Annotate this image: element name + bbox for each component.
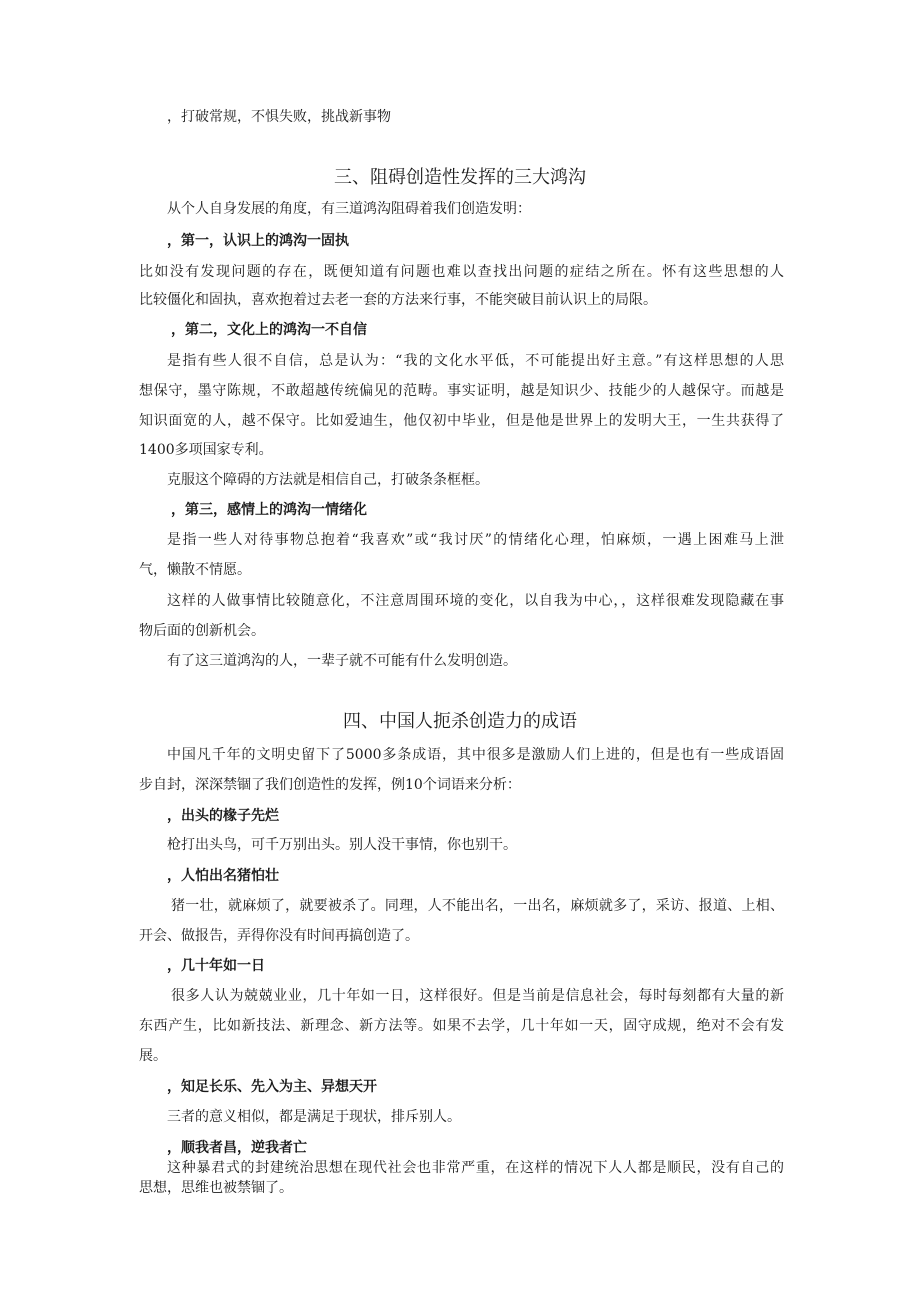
- text-line: 比较僵化和固执，喜欢抱着过去老一套的方法来行事，不能突破目前认识上的局限。: [139, 292, 657, 308]
- text-line: 这样的人做事情比较随意化，不注意周围环境的变化，以自我为中心，，这样很难发现隐藏在事: [167, 593, 784, 609]
- text-line: 物后面的创新机会。: [139, 623, 265, 639]
- text-line: 开会、做报告，弄得你没有时间再搞创造了。: [139, 928, 419, 944]
- text-line: 思想，思维也被禁锢了。: [139, 1180, 293, 1196]
- text-line: 知识面宽的人，越不保守。比如爱迪生，他仅初中毕业，但是他是世界上的发明大王，一生共获得了: [139, 413, 784, 429]
- text-line: 步自封，深深禁锢了我们创造性的发挥，例10个词语来分析：: [139, 777, 521, 793]
- text-line: 枪打出头鸟，可千万别出头。别人没干事情，你也别干。: [167, 837, 517, 853]
- subheading: ，人怕出名猪怕壮: [167, 868, 279, 884]
- subheading: ，出头的椽子先烂: [167, 808, 279, 824]
- section-heading-4: 四、中国人扼杀创造力的成语: [343, 711, 577, 732]
- text-line: 三者的意义相似，都是满足于现状，排斥别人。: [167, 1109, 461, 1125]
- text-line: 是指有些人很不自信，总是认为：“我的文化水平低，不可能提出好主意。”有这样思想的人思: [167, 353, 784, 369]
- subheading: ，第三，感情上的鸿沟一情绪化: [171, 502, 367, 518]
- text-line: 克服这个障碍的方法就是相信自己，打破条条框框。: [167, 472, 489, 488]
- subheading: ，第二，文化上的鸿沟一不自信: [171, 322, 367, 338]
- text-line: 1400多项国家专利。: [139, 442, 273, 458]
- text-line: 展。: [139, 1048, 167, 1064]
- subheading: ，顺我者昌，逆我者亡: [167, 1140, 307, 1156]
- text-line: 气，懒散不情愿。: [139, 562, 251, 578]
- text-line: 从个人自身发展的角度，有三道鸿沟阻碍着我们创造发明：: [167, 201, 531, 217]
- text-line: 有了这三道鸿沟的人，一辈子就不可能有什么发明创造。: [167, 653, 517, 669]
- text-line: 比如没有发现问题的存在，既便知道有问题也难以查找出问题的症结之所在。怀有这些思想的人: [139, 264, 784, 280]
- text-line: 很多人认为兢兢业业，几十年如一日，这样很好。但是当前是信息社会，每时每刻都有大量的新: [171, 988, 784, 1004]
- subheading: ，几十年如一日: [167, 958, 265, 974]
- section-heading-3: 三、阻碍创造性发挥的三大鸿沟: [334, 167, 586, 188]
- subheading: ，知足长乐、先入为主、异想天开: [167, 1079, 377, 1095]
- subheading: ，第一，认识上的鸿沟一固执: [167, 233, 349, 249]
- text-line: 这种暴君式的封建统治思想在现代社会也非常严重，在这样的情况下人人都是顺民，没有自己的: [167, 1160, 784, 1176]
- text-line: 想保守，墨守陈规，不敢超越传统偏见的范畴。事实证明，越是知识少、技能少的人越保守。而越是: [139, 383, 784, 399]
- text-line: 东西产生，比如新技法、新理念、新方法等。如果不去学，几十年如一天，固守成规，绝对不会有发: [139, 1018, 784, 1034]
- text-line: 中国凡千年的文明史留下了5000多条成语，其中很多是激励人们上进的，但是也有一些成语固: [167, 747, 784, 763]
- text-line: 是指一些人对待事物总抱着“我喜欢”或“我讨厌”的情绪化心理，怕麻烦，一遇上困难马上泄: [167, 532, 784, 548]
- text-line: 猪一壮，就麻烦了，就要被杀了。同理，人不能出名，一出名，麻烦就多了，采访、报道、上相、: [171, 898, 784, 914]
- text-line: ，打破常规，不惧失败，挑战新事物: [167, 109, 391, 125]
